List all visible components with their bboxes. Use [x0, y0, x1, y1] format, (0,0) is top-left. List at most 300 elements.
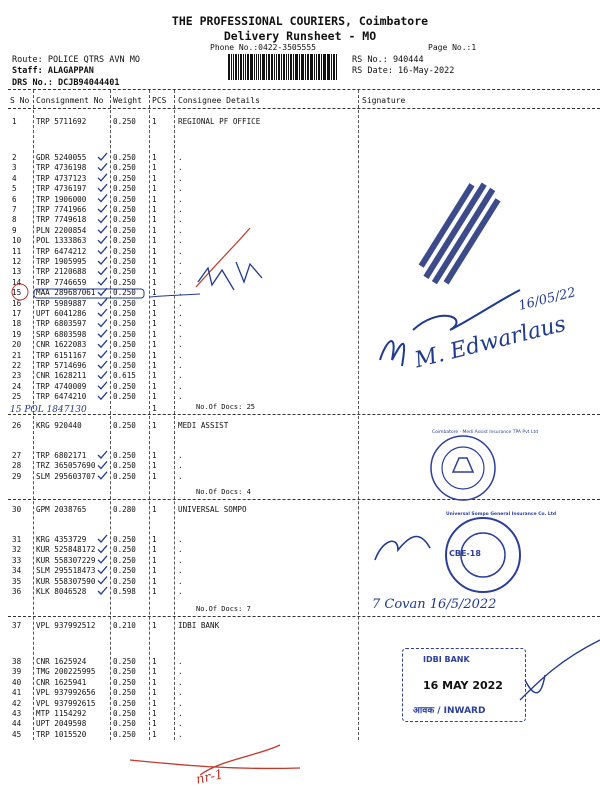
col-pcs: PCS [152, 96, 167, 105]
row-detail-dot: . [178, 371, 183, 381]
tick-mark [98, 340, 107, 347]
row-pcs: 1 [152, 361, 157, 370]
row-consignment: GPM 2038765 [36, 505, 87, 514]
row-detail-dot: . [178, 361, 183, 370]
row-weight: 0.250 [113, 319, 136, 329]
row-consignment: TRP 6803597 [36, 319, 87, 329]
page-number: Page No.:1 [428, 43, 477, 52]
tick-mark [98, 535, 107, 542]
row-weight: 0.250 [113, 392, 136, 402]
row-detail-dot: . [178, 298, 183, 308]
row-pcs: 1 [152, 267, 157, 277]
row-pcs: 1 [152, 184, 157, 194]
row-consignment: TRP 7749618 [36, 215, 87, 225]
col-consignee: Consignee Details [178, 96, 260, 105]
consignee-name: IDBI BANK [178, 621, 220, 630]
row-weight: 0.250 [113, 657, 136, 666]
row-weight: 0.250 [113, 421, 136, 430]
handwritten-extra-row: 15 POL 1847130 [10, 405, 87, 415]
row-pcs: 1 [152, 505, 157, 514]
row-pcs: 1 [152, 153, 157, 162]
row-consignment: VPL 937992656 [36, 688, 96, 698]
row-detail-dot: . [178, 267, 183, 277]
row-consignment: TRZ 365057690 [36, 461, 96, 471]
row-pcs: 1 [152, 371, 157, 381]
row-detail-dot: . [178, 319, 183, 329]
row-pcs: 1 [152, 194, 157, 204]
row-detail-dot: . [178, 194, 183, 204]
row-weight: 0.250 [113, 153, 136, 162]
consignee-name: MEDI ASSIST [178, 421, 229, 430]
row-weight: 0.250 [113, 719, 136, 729]
stamp-emblem [453, 458, 473, 472]
row-pcs: 1 [152, 566, 157, 576]
tick-mark [98, 226, 107, 233]
rs-date: RS Date: 16-May-2022 [352, 66, 455, 76]
row-weight: 0.250 [113, 117, 136, 126]
row-consignment: KUR 558307229 [36, 555, 96, 565]
row-pcs: 1 [152, 535, 157, 544]
idbi-stamp-bank: IDBI BANK [423, 655, 470, 664]
row-pcs: 1 [152, 576, 157, 586]
row-pcs: 1 [152, 688, 157, 698]
signature-3: nr-1 [194, 767, 225, 788]
row-pcs: 1 [152, 657, 157, 666]
staff: Staff: ALAGAPPAN [12, 66, 94, 76]
row-detail-dot: . [178, 461, 183, 471]
tick-mark [98, 236, 107, 243]
row-weight: 0.250 [113, 535, 136, 544]
row-detail-dot: . [178, 555, 183, 565]
row-pcs: 1 [152, 205, 157, 214]
tick-mark [98, 195, 107, 202]
handwritten-extra-pcs: 1 [152, 404, 157, 413]
row-sno: 12 [12, 257, 22, 266]
circled-sno [12, 284, 28, 300]
row-weight: 0.250 [113, 246, 136, 256]
row-weight: 0.250 [113, 184, 136, 194]
row-sno: 40 [12, 677, 22, 687]
row-pcs: 1 [152, 677, 157, 687]
row-pcs: 1 [152, 421, 157, 430]
signature-1-date: 16/05/22 [517, 285, 578, 314]
row-consignment: UPT 2049598 [36, 719, 87, 729]
row-pcs: 1 [152, 257, 157, 266]
signature-stroke [413, 290, 520, 330]
row-sno: 1 [12, 117, 17, 126]
row-weight: 0.250 [113, 555, 136, 565]
row-pcs: 1 [152, 555, 157, 565]
row-sno: 17 [12, 309, 22, 318]
row-detail-dot: . [178, 277, 183, 287]
tick-mark [98, 451, 107, 458]
tick-mark [98, 545, 107, 552]
tick-mark [98, 309, 107, 316]
tick-mark [98, 566, 107, 573]
row-detail-dot: . [178, 381, 183, 391]
row-detail-dot: . [178, 677, 183, 687]
row-sno: 6 [12, 194, 17, 204]
row-consignment: POL 1333863 [36, 236, 87, 246]
row-detail-dot: . [178, 257, 183, 266]
row-weight: 0.250 [113, 309, 136, 318]
row-detail-dot: . [178, 657, 183, 666]
row-pcs: 1 [152, 350, 157, 360]
row-detail-dot: . [178, 471, 183, 481]
signature-1: M. Edwarlaus [412, 311, 569, 374]
tick-mark [98, 174, 107, 181]
medi-stamp-name: Coimbatore · Medi Assist Insurance TPA Pvt Ltd [432, 430, 539, 435]
runsheet-title: Delivery Runsheet - MO [223, 29, 377, 43]
row-weight: 0.250 [113, 361, 136, 370]
row-weight: 0.250 [113, 350, 136, 360]
row-detail-dot: . [178, 451, 183, 460]
row-weight: 0.598 [113, 587, 136, 596]
row-sno: 28 [12, 461, 22, 471]
row-consignment: SLM 295603707 [36, 471, 96, 481]
row-consignment: MTP 1154292 [36, 709, 87, 718]
row-weight: 0.250 [113, 677, 136, 687]
row-weight: 0.210 [113, 621, 136, 630]
docs-count: No.Of Docs: 25 [196, 403, 256, 411]
row-detail-dot: . [178, 173, 183, 183]
row-consignment: MAA 289687061 [36, 288, 96, 298]
row-detail-dot: . [178, 392, 183, 402]
docs-count: No.Of Docs: 7 [196, 605, 251, 613]
row-consignment: CNR 1625924 [36, 657, 87, 666]
row-detail-dot: . [178, 205, 183, 214]
idbi-stamp-date: 16 MAY 2022 [423, 679, 503, 692]
tick-mark [98, 330, 107, 337]
row-weight: 0.250 [113, 545, 136, 555]
row-detail-dot: . [178, 545, 183, 555]
row-pcs: 1 [152, 709, 157, 718]
row-sno: 16 [12, 298, 22, 308]
sompo-stamp-name: Universal Sompo General Insurance Co. Ltd [446, 512, 557, 517]
row-detail-dot: . [178, 729, 183, 739]
row-weight: 0.250 [113, 729, 136, 739]
stamp-outer-ring [431, 436, 495, 500]
row-consignment: TRP 1905995 [36, 257, 87, 266]
row-pcs: 1 [152, 698, 157, 708]
row-pcs: 1 [152, 719, 157, 729]
row-weight: 0.250 [113, 194, 136, 204]
row-pcs: 1 [152, 163, 157, 173]
tick-mark [98, 371, 107, 378]
row-sno: 41 [12, 688, 22, 698]
signature-stroke [520, 640, 600, 700]
tick-mark [98, 247, 107, 254]
row-pcs: 1 [152, 117, 157, 126]
row-pcs: 1 [152, 215, 157, 225]
row-sno: 38 [12, 657, 22, 666]
row-weight: 0.250 [113, 709, 136, 718]
row-weight: 0.250 [113, 381, 136, 391]
tick-mark [98, 361, 107, 368]
row-sno: 30 [12, 505, 22, 514]
row-weight: 0.250 [113, 215, 136, 225]
row-consignment: KRG 4353729 [36, 535, 87, 544]
col-consignment: Consignment No [36, 96, 104, 105]
row-weight: 0.250 [113, 667, 136, 677]
row-sno: 33 [12, 555, 22, 565]
row-detail-dot: . [178, 587, 183, 596]
tick-mark [98, 472, 107, 479]
tick-mark [98, 215, 107, 222]
docs-count: No.Of Docs: 4 [196, 488, 251, 496]
row-consignment: GDR 5240055 [36, 153, 87, 162]
row-pcs: 1 [152, 729, 157, 739]
row-detail-dot: . [178, 246, 183, 256]
initials-mark [236, 262, 262, 282]
signature-stroke [375, 536, 430, 560]
idbi-stamp-inward: आवक / INWARD [413, 706, 486, 716]
row-sno: 34 [12, 566, 22, 576]
row-consignment: UPT 6041286 [36, 309, 87, 318]
tick-mark [98, 577, 107, 584]
sompo-stamp-code: CBE-18 [449, 549, 481, 558]
row-sno: 37 [12, 621, 22, 630]
row-sno: 8 [12, 215, 17, 225]
row-pcs: 1 [152, 587, 157, 596]
row-sno: 45 [12, 729, 22, 739]
row-sno: 24 [12, 381, 22, 391]
row-consignment: CNR 1625941 [36, 677, 87, 687]
drs-number: DRS No.: DCJB94044401 [12, 78, 120, 88]
row-detail-dot: . [178, 340, 183, 350]
row-detail-dot: . [178, 688, 183, 698]
tick-mark [98, 163, 107, 170]
row-weight: 0.250 [113, 471, 136, 481]
row-pcs: 1 [152, 298, 157, 308]
tick-mark [98, 205, 107, 212]
rotated-address-stamp [415, 177, 504, 289]
tick-mark [98, 319, 107, 326]
row-detail-dot: . [178, 709, 183, 718]
row-pcs: 1 [152, 173, 157, 183]
row-consignment: CNR 1628211 [36, 371, 87, 381]
row-weight: 0.250 [113, 698, 136, 708]
row-sno: 36 [12, 587, 22, 596]
row-sno: 42 [12, 698, 22, 708]
row-sno: 21 [12, 350, 22, 360]
row-pcs: 1 [152, 545, 157, 555]
row-consignment: TRP 6151167 [36, 350, 87, 360]
row-pcs: 1 [152, 451, 157, 460]
tick-mark [98, 556, 107, 563]
row-detail-dot: . [178, 329, 183, 339]
row-consignment: VPL 937992512 [36, 621, 96, 630]
tick-mark [98, 587, 107, 594]
medi-assist-stamp [431, 436, 495, 500]
row-consignment: KUR 525848172 [36, 545, 96, 555]
tick-marks [98, 153, 107, 594]
tick-mark [98, 184, 107, 191]
tick-mark [98, 461, 107, 468]
row-weight: 0.250 [113, 173, 136, 183]
row-weight: 0.250 [113, 461, 136, 471]
row-sno: 32 [12, 545, 22, 555]
row-consignment: TRP 7746659 [36, 277, 87, 287]
row-pcs: 1 [152, 340, 157, 350]
row-consignment: PLN 2200854 [36, 225, 87, 235]
row-detail-dot: . [178, 288, 183, 298]
tick-mark [98, 392, 107, 399]
row-sno: 18 [12, 319, 22, 329]
rs-number: RS No.: 940444 [352, 55, 424, 65]
row-detail-dot: . [178, 236, 183, 246]
row-consignment: TRP 4736198 [36, 163, 87, 173]
route: Route: POLICE QTRS AVN MO [12, 55, 140, 65]
col-sno: S No [10, 96, 30, 105]
row-sno: 13 [12, 267, 22, 277]
row-weight: 0.250 [113, 576, 136, 586]
row-weight: 0.250 [113, 329, 136, 339]
row-consignment: KUR 558307590 [36, 576, 96, 586]
row-pcs: 1 [152, 621, 157, 630]
row-weight: 0.250 [113, 225, 136, 235]
row-pcs: 1 [152, 277, 157, 287]
row-detail-dot: . [178, 566, 183, 576]
row-pcs: 1 [152, 392, 157, 402]
col-weight: Weight [113, 96, 142, 105]
row-sno: 31 [12, 535, 22, 544]
row-pcs: 1 [152, 309, 157, 318]
row-sno: 14 [12, 277, 22, 287]
row-consignment: SRP 6803598 [36, 329, 87, 339]
row-weight: 0.250 [113, 163, 136, 173]
row-weight: 0.250 [113, 257, 136, 266]
row-weight: 0.250 [113, 236, 136, 246]
row-pcs: 1 [152, 329, 157, 339]
row-sno: 29 [12, 471, 22, 481]
consignee-name: UNIVERSAL SOMPO [178, 505, 247, 514]
consignee-name: REGIONAL PF OFFICE [178, 117, 261, 126]
tick-mark [98, 382, 107, 389]
row-sno: 10 [12, 236, 22, 246]
row-pcs: 1 [152, 667, 157, 677]
row-consignment: TRP 6802171 [36, 451, 87, 460]
company-title: THE PROFESSIONAL COURIERS, Coimbatore [171, 14, 429, 28]
tick-mark [98, 278, 107, 285]
row-pcs: 1 [152, 246, 157, 256]
row-consignment: KRG 920440 [36, 421, 82, 430]
row-weight: 0.250 [113, 340, 136, 350]
row-consignment: KLK 8046528 [36, 587, 87, 596]
row-detail-dot: . [178, 215, 183, 225]
row-consignment: TRP 1015520 [36, 729, 87, 739]
tick-mark [98, 267, 107, 274]
row-consignment: SLM 295518473 [36, 566, 96, 576]
row-weight: 0.250 [113, 566, 136, 576]
row-consignment: TRP 5989887 [36, 298, 87, 308]
row-sno: 2 [12, 153, 17, 162]
row-detail-dot: . [178, 309, 183, 318]
row-consignment: TRP 4737123 [36, 173, 87, 183]
row-sno: 20 [12, 340, 22, 350]
row-sno: 22 [12, 361, 22, 370]
idbi-inward-stamp [402, 648, 526, 722]
stamp-inner-ring [442, 447, 484, 489]
row-sno: 39 [12, 667, 22, 677]
row-consignment: TRP 6474210 [36, 392, 87, 402]
row-consignment: CNR 1622083 [36, 340, 87, 350]
tick-mark [98, 153, 107, 160]
pointer-line [150, 294, 200, 297]
row-sno: 9 [12, 225, 17, 235]
signature-2-date: 7 Covan 16/5/2022 [372, 597, 497, 612]
row-weight: 0.280 [113, 505, 136, 514]
row-consignment: TRP 4740009 [36, 381, 87, 391]
circled-row [34, 289, 144, 298]
row-pcs: 1 [152, 471, 157, 481]
row-pcs: 1 [152, 236, 157, 246]
row-sno: 25 [12, 392, 22, 402]
row-sno: 7 [12, 205, 17, 214]
row-sno: 5 [12, 184, 17, 194]
signature-stroke [380, 341, 404, 366]
row-detail-dot: . [178, 350, 183, 360]
row-detail-dot: . [178, 719, 183, 729]
row-sno: 35 [12, 576, 22, 586]
row-weight: 0.615 [113, 371, 136, 381]
row-pcs: 1 [152, 381, 157, 391]
row-sno: 43 [12, 709, 22, 718]
row-consignment: TRP 5711692 [36, 117, 87, 126]
tick-mark [98, 299, 107, 306]
row-consignment: TRP 2120688 [36, 267, 87, 277]
col-signature: Signature [362, 96, 406, 105]
row-sno: 4 [12, 173, 17, 183]
row-pcs: 1 [152, 319, 157, 329]
tick-mark [98, 351, 107, 358]
row-weight: 0.250 [113, 277, 136, 287]
row-consignment: TRP 7741966 [36, 205, 87, 214]
row-weight: 0.250 [113, 288, 136, 298]
row-sno: 19 [12, 329, 22, 339]
row-detail-dot: . [178, 153, 183, 162]
row-weight: 0.250 [113, 205, 136, 214]
row-detail-dot: . [178, 225, 183, 235]
row-weight: 0.250 [113, 688, 136, 698]
row-sno: 3 [12, 163, 17, 173]
row-sno: 26 [12, 421, 22, 430]
row-consignment: TMG 200225995 [36, 667, 96, 677]
row-weight: 0.250 [113, 267, 136, 277]
tick-mark [98, 257, 107, 264]
row-detail-dot: . [178, 576, 183, 586]
row-sno: 27 [12, 451, 22, 460]
row-pcs: 1 [152, 461, 157, 471]
row-consignment: TRP 4736197 [36, 184, 87, 194]
row-weight: 0.250 [113, 298, 136, 308]
row-detail-dot: . [178, 667, 183, 677]
row-pcs: 1 [152, 225, 157, 235]
row-consignment: TRP 5714696 [36, 361, 87, 370]
row-sno: 15 [12, 288, 22, 298]
row-weight: 0.250 [113, 451, 136, 460]
phone-number: Phone No.:0422-3505555 [210, 43, 316, 52]
row-sno: 44 [12, 719, 22, 729]
row-sno: 11 [12, 246, 22, 256]
row-consignment: TRP 6474212 [36, 246, 87, 256]
row-consignment: VPL 937992615 [36, 698, 96, 708]
row-consignment: TRP 1906000 [36, 194, 87, 204]
row-pcs: 1 [152, 288, 157, 298]
row-detail-dot: . [178, 535, 183, 544]
row-detail-dot: . [178, 163, 183, 173]
row-detail-dot: . [178, 184, 183, 194]
